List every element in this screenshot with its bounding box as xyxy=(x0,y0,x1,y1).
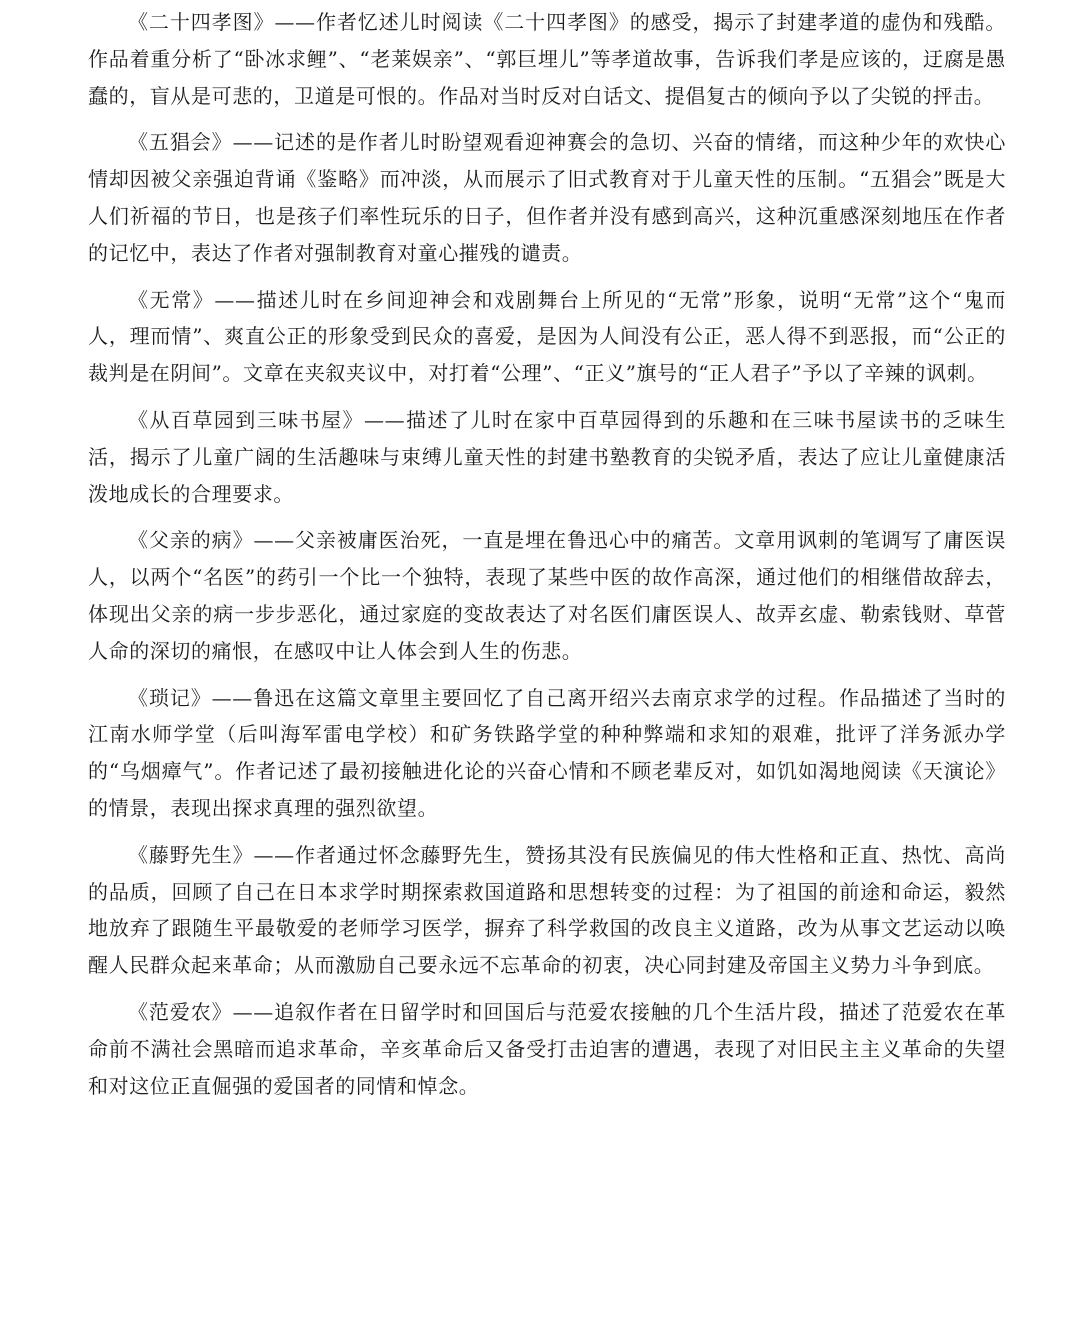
paragraph-ershisi-xiaotu: 《二十四孝图》——作者忆述儿时阅读《二十四孝图》的感受，揭示了封建孝道的虚伪和残酷。作品着重分析了“卧冰求鲤”、“老莱娱亲”、“郭巨埋儿”等孝道故事，告诉我们孝是应该的，迂腐是愚蠢的，盲从是可悲的，卫道是可恨的。作品对当时反对白话文、提倡复古的倾向予以了尖锐的抨击。 xyxy=(88,10,1006,108)
paragraph-wuchang-hui: 《五猖会》——记述的是作者儿时盼望观看迎神赛会的急切、兴奋的情绪，而这种少年的欢快心情却因被父亲强迫背诵《鉴略》而冲淡，从而展示了旧式教育对于儿童天性的压制。“五猖会”既是大人们祈福的节日，也是孩子们率性玩乐的日子，但作者并没有感到高兴，这种沉重感深刻地压在作者的记忆中，表达了作者对强制教育对童心摧残的谴责。 xyxy=(88,130,1006,265)
paragraph-suoji: 《琐记》——鲁迅在这篇文章里主要回忆了自己离开绍兴去南京求学的过程。作品描述了当时的江南水师学堂（后叫海军雷电学校）和矿务铁路学堂的种种弊端和求知的艰难，批评了洋务派办学的“乌烟瘴气”。作者记述了最初接触进化论的兴奋心情和不顾老辈反对，如饥如渴地阅读《天演论》的情景，表现出探求真理的强烈欲望。 xyxy=(88,685,1006,820)
paragraph-tengye-xiansheng: 《藤野先生》——作者通过怀念藤野先生，赞扬其没有民族偏见的伟大性格和正直、热忱、高尚的品质，回顾了自己在日本求学时期探索救国道路和思想转变的过程：为了祖国的前途和命运，毅然地放弃了跟随生平最敬爱的老师学习医学，摒弃了科学救国的改良主义道路，改为从事文艺运动以唤醒人民群众起来革命；从而激励自己要永远不忘革命的初衷，决心同封建及帝国主义势力斗争到底。 xyxy=(88,842,1006,978)
paragraph-baicaoyuan: 《从百草园到三味书屋》——描述了儿时在家中百草园得到的乐趣和在三味书屋读书的乏味生活，揭示了儿童广阔的生活趣味与束缚儿童天性的封建书塾教育的尖锐矛盾，表达了应让儿童健康活泼地成长的合理要求。 xyxy=(88,407,1006,506)
paragraph-wuchang: 《无常》——描述儿时在乡间迎神会和戏剧舞台上所见的“无常”形象，说明“无常”这个“鬼而人，理而情”、爽直公正的形象受到民众的喜爱，是因为人间没有公正，恶人得不到恶报，而“公正的裁判是在阴间”。文章在夹叙夹议中，对打着“公理”、“正义”旗号的“正人君子”予以了辛辣的讽刺。 xyxy=(88,287,1006,386)
paragraph-fuqin-de-bing: 《父亲的病》——父亲被庸医治死，一直是埋在鲁迅心中的痛苦。文章用讽刺的笔调写了庸医误人，以两个“名医”的药引一个比一个独特，表现了某些中医的故作高深，通过他们的相继借故辞去，体现出父亲的病一步步恶化，通过家庭的变故表达了对名医们庸医误人、故弄玄虚、勒索钱财、草菅人命的深切的痛恨，在感叹中让人体会到人生的伤悲。 xyxy=(88,528,1006,663)
paragraph-fan-ainong: 《范爱农》——追叙作者在日留学时和回国后与范爱农接触的几个生活片段，描述了范爱农在革命前不满社会黑暗而追求革命，辛亥革命后又备受打击迫害的遭遇，表现了对旧民主主义革命的失望和对这位正直倔强的爱国者的同情和悼念。 xyxy=(88,999,1006,1098)
